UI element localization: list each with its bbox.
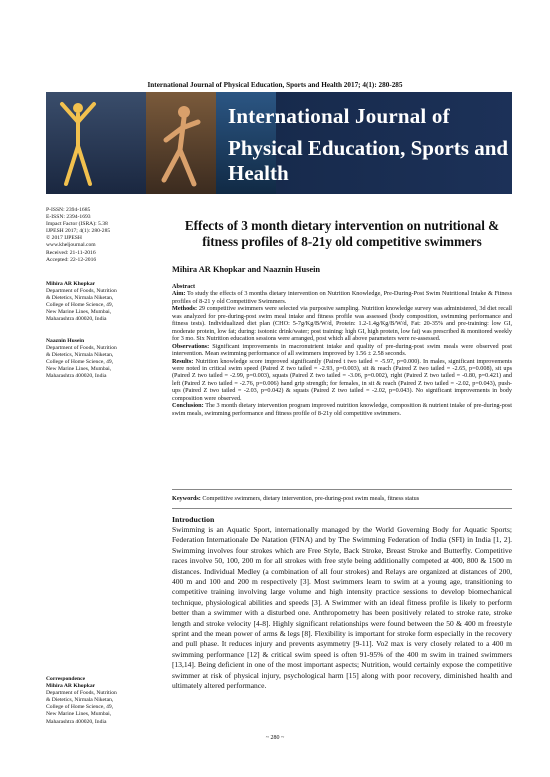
divider	[172, 508, 512, 509]
results-text: Nutrition knowledge score improved significantly (Paired t two tailed = -5.97, p=0.000). In males, significant improvements were noted in critical swim speed (Paired Z two tailed = -2.93, p=0.003), sit & reach (Paired Z two tailed = -2.65, p=0.008), sit ups (Paired Z two tailed = -2.99, p=0.003), squats (Paired Z two tailed = -3.06, p=0.002), right (Paired Z two tailed = -0.80, p=0.421) and left (Paired Z two tailed = -2.76, p=0.006) hand grip strength; for females, in sit & reach (Paired Z two tailed = -2.02, p=0.043), push-ups (Paired Z two tailed = -2.03, p=0.042) & squats (Paired Z two tailed = -2.02, p=0.043). No significant improvements in body composition were observed.	[172, 357, 513, 402]
divider	[172, 489, 512, 490]
methods-label: Methods:	[172, 305, 198, 313]
affiliation-line: Department of Foods, Nutrition	[46, 288, 117, 295]
meta-impact: Impact Factor (ISRA): 5.38	[46, 221, 108, 228]
keywords-text: Competitive swimmers, dietary intervention, pre-during-post swim meals, fitness status	[202, 495, 420, 502]
conclusion-text: The 3 month dietary intervention program improved nutrition knowledge, composition & nutrient intake of pre-during-post swim meals, swimming performance and fitness profile of 8-21y old competitive swimmers.	[172, 402, 513, 417]
affiliation-line: & Dietetics, Nirmala Niketan,	[46, 352, 114, 359]
affiliation-name: Mihira AR Khopkar	[46, 281, 96, 287]
correspondence-block	[46, 676, 158, 726]
abstract-section	[172, 283, 512, 417]
abstract-heading: Abstract	[172, 283, 196, 290]
affiliation-line: New Marine Lines, Mumbai,	[46, 309, 112, 316]
affiliation-line: College of Home Science, 49,	[46, 359, 114, 366]
banner-title-line2: Physical Education, Sports and Health	[228, 136, 509, 185]
meta-received: Received: 21-11-2016	[46, 249, 96, 256]
meta-volume: IJPESH 2017; 4(1): 280-285	[46, 228, 111, 235]
conclusion-label: Conclusion:	[172, 402, 204, 410]
affiliation-line: New Marine Lines, Mumbai,	[46, 366, 112, 373]
correspondence-heading: Correspondence	[46, 676, 86, 682]
meta-pissn: P-ISSN: 2394-1685	[46, 207, 91, 213]
correspondence-line: Maharashtra 400020, India	[46, 718, 107, 725]
page-number: ~ 280 ~	[265, 735, 285, 741]
meta-eissn: E-ISSN: 2394-1693	[46, 214, 91, 221]
observations-label: Observations:	[172, 342, 210, 350]
introduction-text: Swimming is an Aquatic Sport, internationally managed by the World Governing Body for Aquatic Sports; Federation Internationale De Natation (FINA) and by The Swimming Federation of India (SFI) in India [1, 2]. Swimming involves four strokes which are Free Style, Back Stroke, Breast Stroke and Butterfly. Competitive races involve 50, 100, 200 m for all strokes with free style being additionally competed at 400, 800 & 1500 m distances. Individual Medley (a combination of all four strokes) and Relays are organized at distances of 200, 400 m and 100 and 200 m respectively [3]. Most swimmers learn to swim at a young age, transitioning to competitive training involving large volume and high intensity practice sessions to develop biomechanical technique, physiological abilities and speeds [3]. A Swimmer with an ideal fitness profile is likely to perform better than a swimmer with a disturbed one. Anthropometry has been positively related to stroke rate, stroke length and stroke velocity [4-8]. Highly significant relationships were found between the 50 & 400 m freestyle sprint and the mean power of arms & legs [8]. Flexibility is important for stroke form especially in the recovery and pull phase. It reduces injury and prevents asymmetry [9-11]. Vo2 max is very closely related to a 400 m swimming performance [12] & critical swim speed is often 91-95% of the 400 m swim in trained swimmers [13,14]. Being deficient in one of the most important aspects; Nutrition, would certainly expose the competitive swimmer at risk of physical injury, psychological harm [15] along with poor recovery, diminished health and ultimately altered performance.	[172, 525, 512, 691]
affiliation-line: & Dietetics, Nirmala Niketan,	[46, 295, 114, 302]
observations-text: Significant improvements in macronutrient intake and quality of pre-during-post swim meals were observed post intervention. Mean swimming performance of all swimmers improved by 1.56 ± 2.58 seconds.	[172, 342, 513, 358]
banner-title-line1: International Journal of	[228, 104, 450, 128]
introduction-heading: Introduction	[172, 515, 215, 524]
affiliation-1	[46, 281, 158, 324]
affiliation-name: Naaznin Husein	[46, 338, 85, 344]
article-authors: Mihira AR Khopkar and Naaznin Husein	[172, 265, 321, 274]
correspondence-line: New Marine Lines, Mumbai,	[46, 711, 112, 718]
correspondence-line: & Dietetics, Nirmala Niketan,	[46, 697, 114, 704]
methods-text: 29 competitive swimmers were selected via purposive sampling. Nutrition knowledge survey was administered, 3d diet recall was analyzed for pre-during-post swim meal intake and fitness profile was assessed (body composition, swimming performance and fitness tests). Individualized diet plan (CHO: 5-7g/Kg/B/W/d, Protein: 1.2-1.4g/Kg/B/W/d, Fat: 20-35% and pre-training: low GI, moderate protein, low fat; during: isotonic drink/water; post training: high GI, high protein, low fat) was prescribed & monitored weekly for 3 mo. Six Nutrition education sessions were arranged, post which all above parameters were re-assessed.	[172, 305, 513, 343]
affiliation-line: Maharashtra 400020, India	[46, 316, 107, 323]
results-label: Results:	[172, 357, 194, 365]
aim-label: Aim:	[172, 290, 186, 298]
correspondence-name: Mihira AR Khopkar	[46, 683, 96, 690]
keywords-label: Keywords:	[172, 495, 201, 502]
article-meta	[46, 207, 158, 264]
affiliation-2	[46, 338, 158, 381]
yoga-silhouette-icon	[56, 98, 100, 188]
meta-accepted: Accepted: 22-12-2016	[46, 256, 97, 263]
journal-banner	[46, 92, 512, 194]
article-title: Effects of 3 month dietary intervention on nutritional & fitness profiles of 8-21y old competitive swimmers	[184, 218, 500, 249]
journal-citation-line: International Journal of Physical Education, Sports and Health 2017; 4(1): 280-285	[147, 81, 403, 89]
runner-icon	[154, 100, 206, 188]
aim-text: To study the effects of 3 months dietary intervention on Nutrition Knowledge, Pre-During-Post Swim Nutritional Intake & Fitness profiles of 8-21 y old Competitive Swimmers.	[172, 290, 512, 305]
affiliation-line: Maharashtra 400020, India	[46, 373, 107, 380]
keywords	[172, 495, 512, 502]
meta-website: www.kheljournal.com	[46, 242, 96, 249]
introduction-body	[172, 525, 512, 692]
affiliation-line: Department of Foods, Nutrition	[46, 345, 117, 352]
affiliation-line: College of Home Science, 49,	[46, 302, 114, 309]
correspondence-line: College of Home Science, 49,	[46, 704, 114, 711]
meta-copyright: © 2017 IJPESH	[46, 235, 82, 242]
correspondence-line: Department of Foods, Nutrition	[46, 690, 117, 697]
